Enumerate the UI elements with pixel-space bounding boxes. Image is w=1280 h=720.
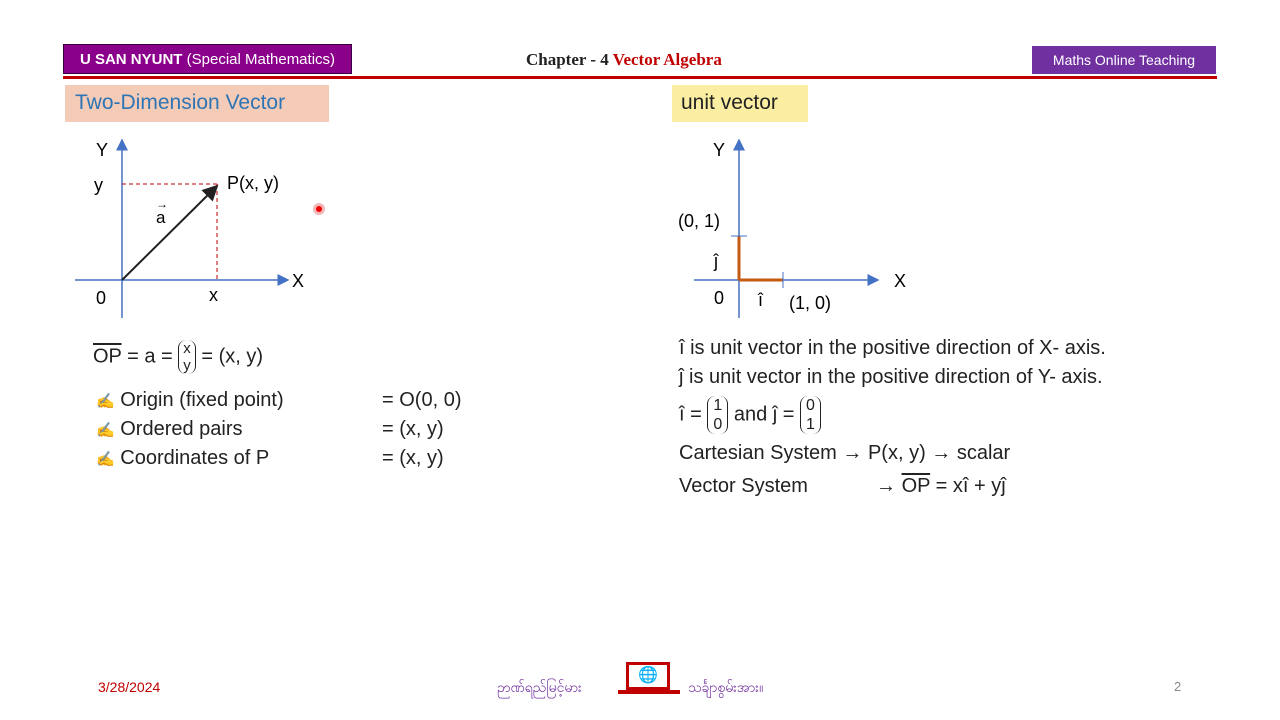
y-label: Y — [96, 140, 109, 160]
svg-text:→: → — [156, 197, 168, 211]
section-title-left: Two-Dimension Vector — [65, 85, 329, 122]
vector-a — [122, 186, 217, 280]
x-label: X — [894, 271, 907, 291]
list-item: ✍ Origin (fixed point) = O(0, 0) — [96, 389, 462, 411]
j-hat-label: ĵ — [714, 251, 718, 271]
ij-definition: î = 1 0 and ĵ = 0 1 — [679, 396, 821, 434]
brand-badge: Maths Online Teaching — [1032, 46, 1216, 74]
y-label: Y — [713, 140, 726, 160]
section-title-right: unit vector — [672, 85, 808, 122]
point-j: (0, 1) — [678, 211, 721, 231]
op-equation: $\overline{OP} = a = x$ y = (x, y) — [93, 340, 264, 374]
chapter-number: Chapter - 4 — [526, 50, 609, 69]
vector-system: Vector System → $\overline{OP}$ = xî + yĵ — [679, 475, 1006, 497]
laptop-base — [618, 690, 680, 694]
author-subtitle: (Special Mathematics) — [186, 51, 336, 68]
vector-label: a — [156, 208, 166, 227]
author-banner — [63, 44, 352, 74]
laptop-globe-icon: 🌐 — [626, 662, 670, 690]
point-p: P(x, y) — [227, 173, 279, 193]
slogan-left: ဉာဏ်ရည်မြင့်မား — [497, 679, 582, 695]
chapter-title: Vector Algebra — [612, 50, 722, 69]
x-tick: x — [209, 285, 218, 305]
i-hat-description: î is unit vector in the positive direction of X- axis. — [679, 337, 1106, 359]
i-hat-label: î — [758, 290, 764, 310]
list-item: ✍ Ordered pairs = (x, y) — [96, 418, 444, 440]
header-divider — [63, 76, 1217, 79]
footer-date: 3/28/2024 — [98, 679, 161, 695]
author-name: U SAN NYUNT — [79, 51, 183, 68]
vector-diagram — [0, 130, 640, 330]
origin-label: 0 — [96, 288, 107, 308]
slogan-right: သင်္ချာစွမ်းအား။ — [688, 679, 764, 695]
unit-vector-diagram — [640, 130, 1280, 330]
page-number: 2 — [1174, 679, 1182, 694]
point-i: (1, 0) — [789, 293, 832, 313]
cartesian-system: Cartesian System → P(x, y) → scalar — [679, 442, 1011, 464]
x-label: X — [292, 271, 305, 291]
property-list — [96, 389, 462, 476]
j-hat-description: ĵ is unit vector in the positive direction of Y- axis. — [679, 366, 1103, 388]
chapter-heading — [526, 50, 722, 70]
origin-label: 0 — [714, 288, 725, 308]
y-tick: y — [94, 175, 103, 195]
list-item: ✍ Coordinates of P = (x, y) — [96, 447, 444, 469]
